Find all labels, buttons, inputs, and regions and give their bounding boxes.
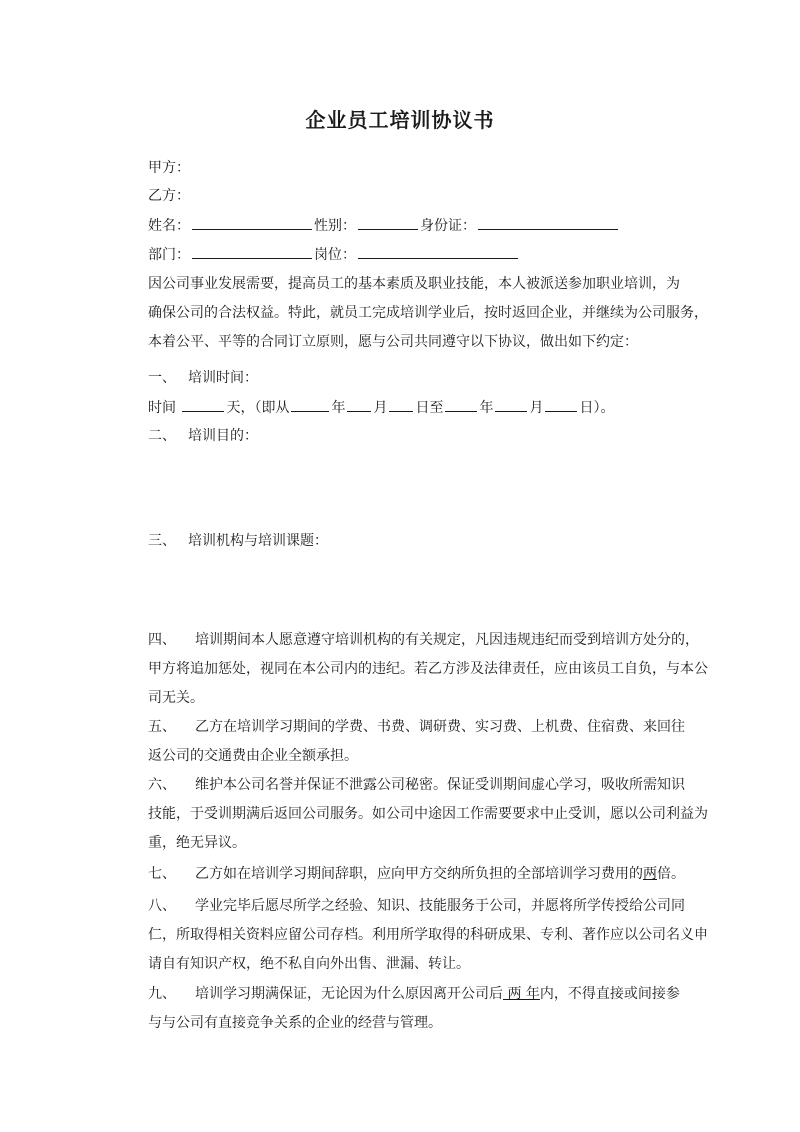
end-year-blank[interactable] <box>445 396 477 412</box>
time-label: 时间 <box>148 400 176 416</box>
id-blank[interactable] <box>478 214 618 230</box>
intro-line: 确保公司的合法权益。特此，就员工完成培训学业后，按时返回企业，并继续为公司服务， <box>148 305 708 321</box>
end-day-blank[interactable] <box>545 396 577 412</box>
intro-line: 因公司事业发展需要，提高员工的基本素质及职业技能，本人被派送参加职业培训，为 <box>148 276 680 292</box>
day-to-label: 日至 <box>415 400 444 416</box>
personal-info-line <box>148 214 620 236</box>
section-number: 一、 <box>148 370 176 386</box>
dept-label: 部门： <box>148 247 190 263</box>
section-line <box>148 626 699 655</box>
party-b-line <box>148 186 190 206</box>
intro-line: 本着公平、平等的合同订立原则，愿与公司共同遵守以下协议，做出如下约定： <box>148 334 638 350</box>
name-label: 姓名： <box>148 218 190 234</box>
section-3-heading <box>148 531 328 551</box>
section-text: 学业完毕后愿尽所学之经验、知识、技能服务于公司，并愿将所学传授给公司同 <box>195 898 685 914</box>
section-line: 重，绝无异议。 <box>148 835 246 851</box>
section-5 <box>148 713 685 771</box>
section-number: 三、 <box>148 533 176 549</box>
section-text: 维护本公司名誉并保证不泄露公司秘密。保证受训期间虚心学习，吸收所需知识 <box>195 777 685 793</box>
month-label: 月 <box>529 400 544 416</box>
section-text: 乙方如在培训学习期间辞职，应向甲方交纳所负担的全部培训学习费用的 <box>195 866 643 882</box>
day-close-label: 日）。 <box>579 400 615 416</box>
section-line: 甲方将追加惩处，视同在本公司内的违纪。若乙方涉及法律责任，应由该员工自负，与本公 <box>148 661 708 677</box>
gender-label: 性别： <box>314 218 356 234</box>
section-number: 六、 <box>148 777 176 793</box>
section-text: 倍。 <box>657 866 685 882</box>
section-7 <box>148 860 685 889</box>
start-month-blank[interactable] <box>347 396 371 412</box>
gender-blank[interactable] <box>358 214 418 230</box>
section-line <box>148 892 685 921</box>
section-6 <box>148 771 708 858</box>
section-number: 四、 <box>148 632 176 648</box>
section-8 <box>148 892 708 979</box>
section-number: 八、 <box>148 898 176 914</box>
section-number: 九、 <box>148 986 176 1002</box>
underlined-period: 两 年 <box>503 986 540 1002</box>
party-a-line <box>148 158 190 178</box>
section-text: 培训期间本人愿意遵守培训机构的有关规定，凡因违规违纪而受到培训方处分的， <box>195 632 699 648</box>
section-4 <box>148 626 708 713</box>
section-text: 培训学习期满保证，无论因为什么原因离开公司后 <box>195 986 503 1002</box>
party-b-label: 乙方： <box>148 188 190 204</box>
section-9 <box>148 980 678 1038</box>
section-text: 乙方在培训学习期间的学费、书费、调研费、实习费、上机费、住宿费、来回往 <box>195 719 685 735</box>
section-number: 五、 <box>148 719 176 735</box>
days-unit: 天，（即从 <box>226 400 290 416</box>
party-a-label: 甲方： <box>148 160 190 176</box>
section-number: 七、 <box>148 866 176 882</box>
training-time-line <box>148 396 614 418</box>
section-line <box>148 860 685 889</box>
section-line <box>148 980 678 1009</box>
section-line <box>148 713 685 742</box>
section-title: 培训目的： <box>188 428 258 444</box>
post-blank[interactable] <box>358 243 518 259</box>
section-1-heading <box>148 368 258 388</box>
section-line: 技能，于受训期满后返回公司服务。如公司中途因工作需要要求中止受训，愿以公司利益为 <box>148 806 708 822</box>
section-line <box>148 771 685 800</box>
end-month-blank[interactable] <box>495 396 527 412</box>
section-title: 培训时间： <box>188 370 258 386</box>
section-line: 请自有知识产权，绝不私自向外出售、泄漏、转让。 <box>148 956 470 972</box>
year-label: 年 <box>331 400 346 416</box>
section-line: 司无关。 <box>148 690 204 706</box>
section-line: 返公司的交通费由企业全额承担。 <box>148 748 358 764</box>
section-line: 与与公司有直接竞争关系的企业的经营与管理。 <box>148 1015 442 1031</box>
post-label: 岗位： <box>314 247 356 263</box>
month-label: 月 <box>373 400 388 416</box>
start-day-blank[interactable] <box>389 396 413 412</box>
dept-blank[interactable] <box>192 243 312 259</box>
work-info-line <box>148 243 520 265</box>
underlined-multiplier: 两 <box>643 866 657 882</box>
section-title: 培训机构与培训课题： <box>188 533 328 549</box>
year-label: 年 <box>479 400 494 416</box>
section-2-heading <box>148 426 258 446</box>
section-text: 内，不得直接或间接参 <box>539 986 680 1002</box>
name-blank[interactable] <box>192 214 312 230</box>
document-title: 企业员工培训协议书 <box>305 108 495 132</box>
section-number: 二、 <box>148 428 176 444</box>
section-line: 仁，所取得相关资料应留公司存档。利用所学取得的科研成果、专利、著作应以公司名义申 <box>148 927 708 943</box>
start-year-blank[interactable] <box>291 396 329 412</box>
intro-paragraph <box>148 270 708 357</box>
id-label: 身份证： <box>420 218 476 234</box>
days-blank[interactable] <box>182 396 224 412</box>
